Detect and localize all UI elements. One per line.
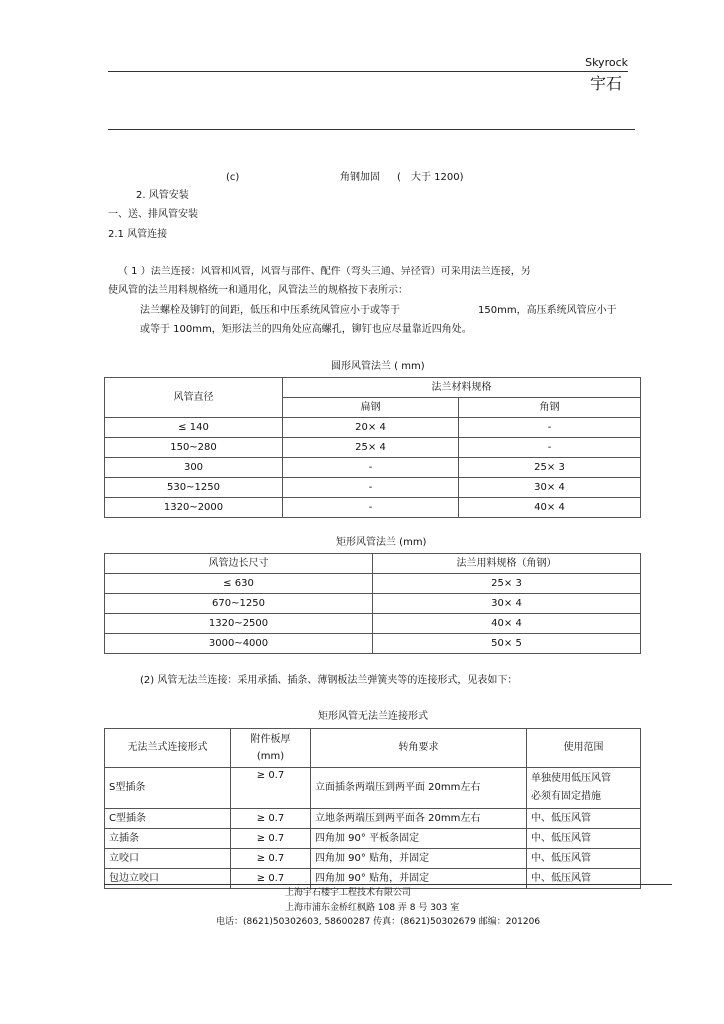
cell-side-length: 670~1250: [105, 594, 373, 614]
cell-angle-steel: -: [459, 418, 641, 438]
cell-connection-form: 包边立咬口: [105, 869, 231, 889]
footer-address: 上海市浦东金桥红枫路 108 弄 8 号 303 室: [285, 903, 460, 913]
paragraph-bolt-spacing-a: 法兰螺栓及铆钉的间距，低压和中压系统风管应小于或等于: [140, 305, 400, 316]
table-row: [105, 418, 641, 438]
cell-connection-form: C型插条: [105, 809, 231, 829]
brand-name-en: Skyrock: [585, 56, 628, 69]
cell-diameter: 300: [105, 458, 283, 478]
cell-flange-spec: 30× 4: [373, 594, 641, 614]
table-row: [105, 869, 641, 889]
cell-connection-form: S型插条: [105, 768, 231, 809]
cell-flange-spec: 40× 4: [373, 614, 641, 634]
cell-diameter: 150~280: [105, 438, 283, 458]
cell-flat-steel: -: [283, 458, 459, 478]
header-plate-thickness-label: 附件板厚: [250, 733, 291, 745]
cell-side-length: 3000~4000: [105, 634, 373, 654]
table-row: [105, 438, 641, 458]
table-row: [105, 614, 641, 634]
table-row: [105, 458, 641, 478]
cell-flat-steel: -: [283, 498, 459, 518]
cell-plate-thickness: ≥ 0.7: [231, 849, 311, 869]
section-heading-2: 2. 风管安装: [136, 190, 189, 201]
paragraph-flangeless-connection: (2) 风管无法兰连接：采用承插、插条、薄钢板法兰弹簧夹等的连接形式，见表如下：: [140, 675, 518, 686]
cell-flat-steel: 25× 4: [283, 438, 459, 458]
footer-divider: [104, 884, 672, 885]
table-row: [105, 478, 641, 498]
table-flangeless: [104, 728, 641, 889]
cell-angle-steel: -: [459, 438, 641, 458]
table-row: [105, 594, 641, 614]
footer-contact: 电话：(8621)50302603, 58600287 传真：(8621)50302679 邮编：201206: [216, 917, 541, 927]
table-row: [105, 849, 641, 869]
cell-side-length: ≤ 630: [105, 574, 373, 594]
figure-caption-size: 大于 1200): [411, 172, 464, 183]
table-row: [105, 809, 641, 829]
header-plate-thickness: [231, 729, 311, 768]
cell-angle-steel: 40× 4: [459, 498, 641, 518]
table-row: [105, 634, 641, 654]
header-usage-range: 使用范围: [527, 729, 641, 768]
cell-diameter: 530~1250: [105, 478, 283, 498]
cell-flat-steel: 20× 4: [283, 418, 459, 438]
figure-caption-label: (c): [226, 172, 240, 183]
cell-usage-range: 中、低压风管: [527, 869, 641, 889]
cell-plate-thickness: ≥ 0.7: [231, 829, 311, 849]
header-divider-top: [108, 71, 628, 72]
table-row: [105, 768, 641, 809]
header-angle-steel: 角钢: [459, 398, 641, 418]
paragraph-bolt-spacing-b: 150mm，高压系统风管应小于: [478, 305, 617, 316]
cell-usage-range: [527, 768, 641, 809]
cell-plate-thickness: ≥ 0.7: [231, 768, 311, 809]
cell-usage-range-line-1: 单独使用低压风管: [531, 773, 611, 784]
cell-diameter: 1320~2000: [105, 498, 283, 518]
cell-flat-steel: -: [283, 478, 459, 498]
cell-usage-range-line-2: 必须有固定措施: [531, 791, 601, 802]
header-flat-steel: 扁钢: [283, 398, 459, 418]
table-round-flange: [104, 377, 641, 518]
footer-company-name: 上海宇石楼宇工程技术有限公司: [285, 888, 412, 898]
paragraph-flange-line-2: 使风管的法兰用料规格统一和通用化，风管法兰的规格按下表所示：: [108, 285, 408, 296]
paragraph-bolt-spacing-line-2: 或等于 100mm，矩形法兰的四角处应高螺孔，铆钉也应尽量靠近四角处。: [140, 324, 472, 335]
table-rect-flange-title: 矩形风管法兰 (mm): [336, 537, 427, 548]
header-divider-bottom: [108, 129, 635, 130]
table-flangeless-title: 矩形风管无法兰连接形式: [318, 711, 428, 722]
brand-name-cn: 宇石: [589, 74, 622, 93]
header-plate-thickness-unit: (mm): [256, 750, 285, 762]
cell-flange-spec: 50× 5: [373, 634, 641, 654]
cell-side-length: 1320~2500: [105, 614, 373, 634]
cell-usage-range: 中、低压风管: [527, 809, 641, 829]
cell-corner-requirement: 四角加 90° 平板条固定: [311, 829, 527, 849]
cell-plate-thickness: ≥ 0.7: [231, 869, 311, 889]
header-flange-material: 法兰材料规格: [283, 378, 641, 398]
table-row: [105, 829, 641, 849]
cell-flange-spec: 25× 3: [373, 574, 641, 594]
header-duct-side-length: 风管边长尺寸: [105, 554, 373, 574]
cell-corner-requirement: 四角加 90° 贴角，并固定: [311, 849, 527, 869]
cell-connection-form: 立咬口: [105, 849, 231, 869]
header-connection-form: 无法兰式连接形式: [105, 729, 231, 768]
header-corner-requirement: 转角要求: [311, 729, 527, 768]
cell-angle-steel: 30× 4: [459, 478, 641, 498]
cell-connection-form: 立插条: [105, 829, 231, 849]
figure-caption-text: 角钢加固: [340, 172, 380, 183]
cell-angle-steel: 25× 3: [459, 458, 641, 478]
header-flange-spec: 法兰用料规格（角钢）: [373, 554, 641, 574]
table-row: [105, 574, 641, 594]
header-duct-diameter: 风管直径: [105, 378, 283, 418]
cell-usage-range: 中、低压风管: [527, 829, 641, 849]
cell-plate-thickness: ≥ 0.7: [231, 809, 311, 829]
cell-corner-requirement: 立面插条两端压到两平面 20mm左右: [311, 768, 527, 809]
section-heading-duct-install: 一、送、排风管安装: [108, 209, 198, 220]
table-round-flange-title: 圆形风管法兰 ( mm): [331, 361, 425, 372]
cell-corner-requirement: 四角加 90° 贴角，并固定: [311, 869, 527, 889]
paragraph-flange-line-1: （ 1 ）法兰连接：风管和风管，风管与部件、配件（弯头三通、异径管）可采用法兰连接，另: [118, 266, 531, 277]
table-row: [105, 498, 641, 518]
cell-usage-range: 中、低压风管: [527, 849, 641, 869]
cell-corner-requirement: 立地条两端压到两平面各 20mm左右: [311, 809, 527, 829]
figure-caption-paren: (: [397, 172, 401, 183]
section-heading-2-1: 2.1 风管连接: [108, 229, 168, 240]
table-rect-flange: [104, 553, 641, 654]
cell-diameter: ≤ 140: [105, 418, 283, 438]
